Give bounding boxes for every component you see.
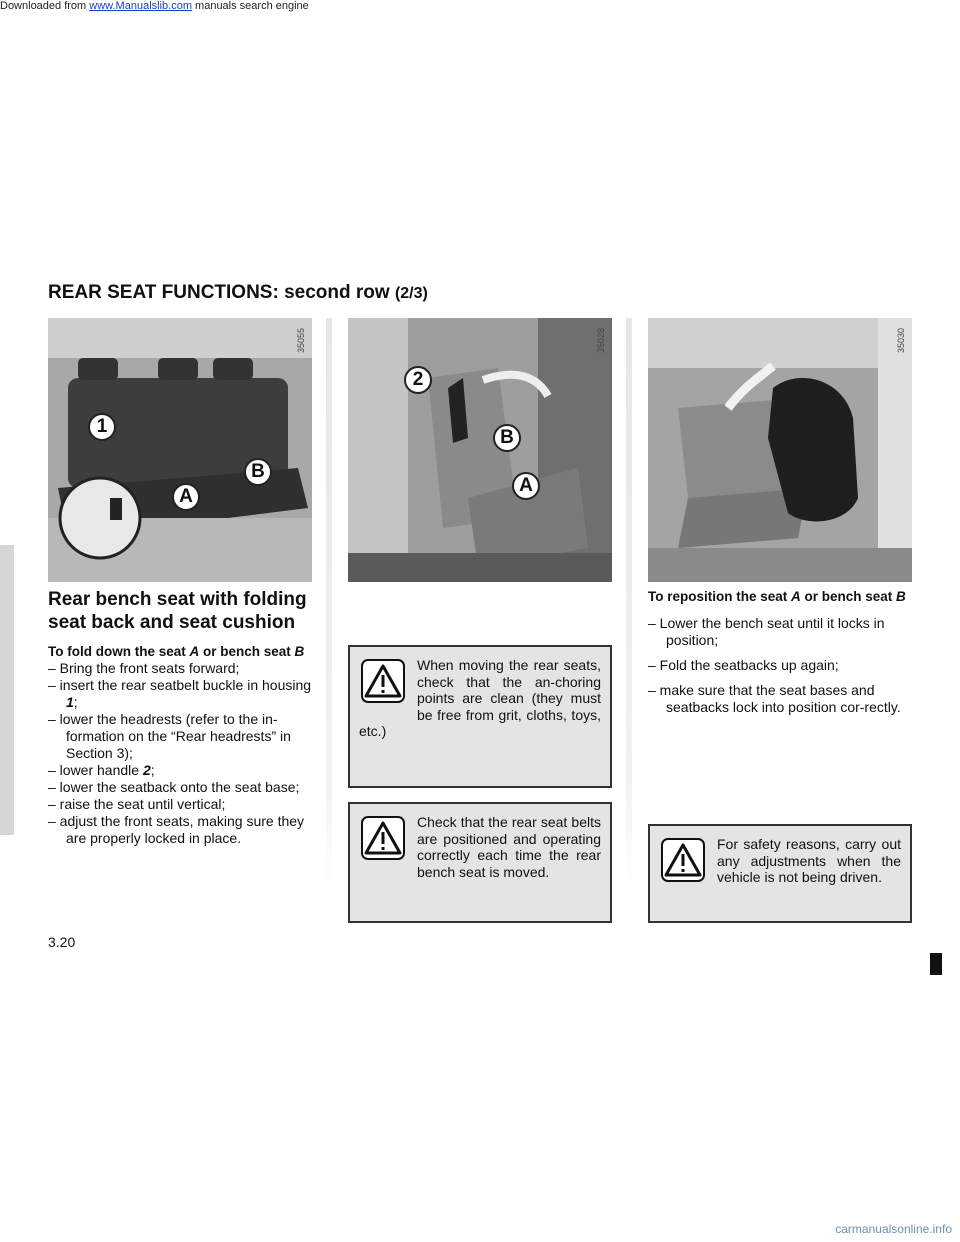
fold-instructions xyxy=(48,643,320,847)
photo-code: 35030 xyxy=(896,328,906,354)
fold-subheading: To fold down the seat A or bench seat B xyxy=(48,644,305,659)
step-3: – lower the headrests (refer to the in-formation on the “Rear headrests” in Section 3); xyxy=(48,711,291,761)
photo-bench-seat xyxy=(48,318,312,582)
warning-box-anchoring: When moving the rear seats, check that the an-choring points are clean (they must be free from grit, cloths, toys, etc.) xyxy=(348,645,612,788)
callout-b: B xyxy=(244,458,272,486)
warning-icon xyxy=(361,816,405,860)
reposition-subheading: To reposition the seat A or bench seat B xyxy=(648,589,906,604)
page-number: 3.20 xyxy=(48,934,76,950)
seat-handle-illustration xyxy=(348,318,612,582)
footer-watermark: carmanualsonline.info xyxy=(835,1222,952,1236)
warning-box-safety: For safety reasons, carry out any adjustments when the vehicle is not being driven. xyxy=(648,824,912,923)
manualslib-link[interactable]: www.Manualslib.com xyxy=(89,0,192,12)
column-divider-1 xyxy=(326,318,332,890)
bench-seat-illustration xyxy=(48,318,312,582)
step-7: – adjust the front seats, making sure they are properly locked in place. xyxy=(48,813,305,846)
step-2: – insert the rear seatbelt buckle in housing 1; xyxy=(48,677,312,710)
reposition-step-3: – make sure that the seat bases and seatbacks lock into position cor-rectly. xyxy=(648,682,901,715)
callout-a: A xyxy=(172,483,200,511)
warning-box-seatbelts: Check that the rear seat belts are positioned and operating correctly each time the rear bench seat is moved. xyxy=(348,802,612,923)
step-5: – lower the seatback onto the seat base; xyxy=(48,779,300,795)
reposition-instructions xyxy=(648,588,912,716)
section-heading: Rear bench seat with folding seat back and seat cushion xyxy=(48,589,307,633)
step-6: – raise the seat until vertical; xyxy=(48,796,226,812)
photo-folded-seat xyxy=(648,318,912,582)
page-title: REAR SEAT FUNCTIONS: second row (2/3) xyxy=(48,282,428,303)
folded-seat-illustration xyxy=(648,318,912,582)
photo-code: 35055 xyxy=(296,328,306,354)
step-4: – lower handle 2; xyxy=(48,762,155,778)
warning-icon xyxy=(361,659,405,703)
callout-b: B xyxy=(493,424,521,452)
callout-2: 2 xyxy=(404,366,432,394)
step-1: – Bring the front seats forward; xyxy=(48,660,240,676)
section-marker xyxy=(930,953,942,975)
photo-code: 35028 xyxy=(596,328,606,354)
callout-1: 1 xyxy=(88,413,116,441)
reposition-step-2: – Fold the seatbacks up again; xyxy=(648,657,839,673)
section-tab xyxy=(0,545,14,835)
reposition-step-1: – Lower the bench seat until it locks in position; xyxy=(648,615,885,648)
photo-handle xyxy=(348,318,612,582)
callout-a: A xyxy=(512,472,540,500)
warning-icon xyxy=(661,838,705,882)
download-header: Downloaded from www.Manualslib.com manuals search engine xyxy=(0,0,309,12)
column-divider-2 xyxy=(626,318,632,890)
